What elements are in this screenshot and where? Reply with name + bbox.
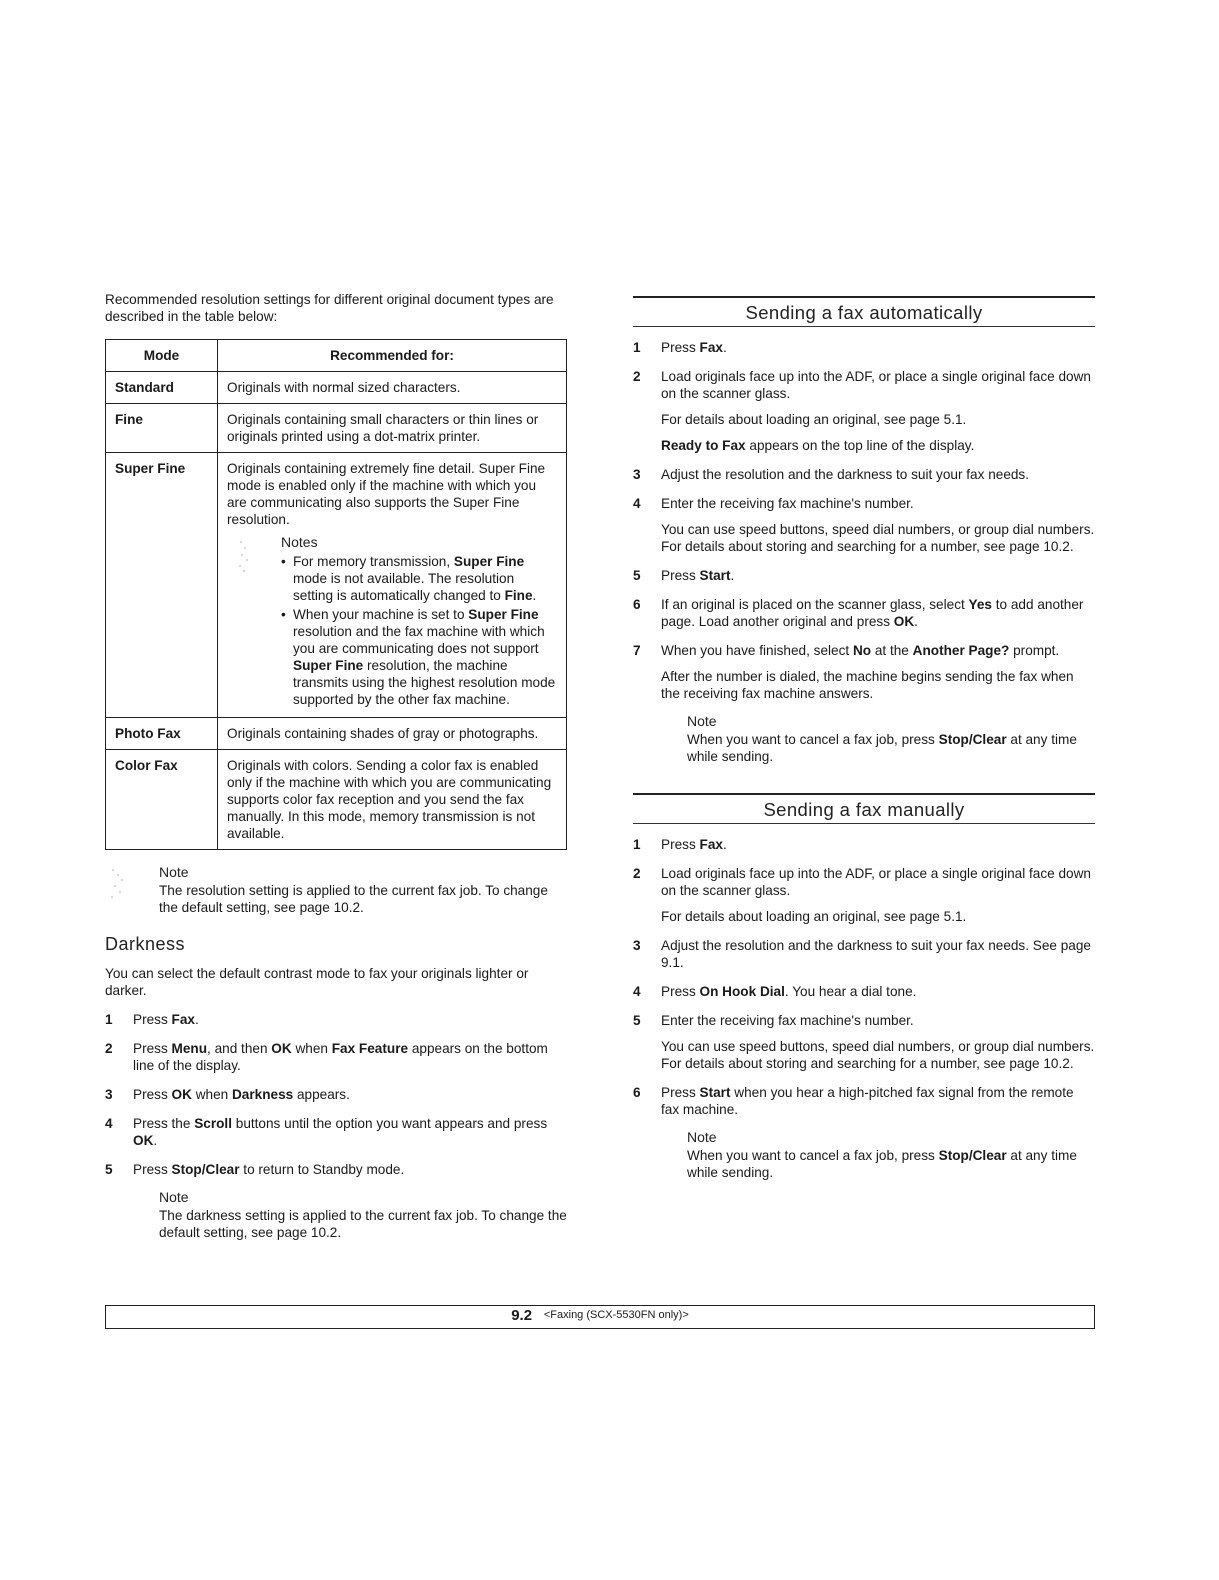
table-row (106, 750, 567, 850)
list-item: 1 Press Fax. (105, 1012, 199, 1027)
auto-heading: Sending a fax automatically (633, 296, 1095, 327)
notes-title: Notes (281, 534, 318, 550)
desc-cell: Originals containing shades of gray or photographs. (218, 718, 567, 750)
list-item: 4 Enter the receiving fax machine's number. You can use speed buttons, speed dial numbers, or group dial numbers. For details about storing and searching for a number, see page 10.2. (633, 496, 1095, 554)
note-text: When you want to cancel a fax job, press Stop/Clear at any time while sending. (687, 1148, 1077, 1180)
mode-cell: Fine (106, 404, 218, 453)
note-icon (237, 538, 253, 574)
list-item: • When your machine is set to Super Fine resolution and the fax machine with which you are communicating does not support Super Fine resolution, the machine transmits using the highest resolution mode supported by the other fax machine. (293, 606, 557, 708)
manual-steps (633, 836, 1095, 1181)
list-item: 5 Enter the receiving fax machine's number. You can use speed buttons, speed dial numbers, or group dial numbers. For details about storing and searching for a number, see page 10.2. (633, 1013, 1095, 1071)
list-item: 6 Press Start when you hear a high-pitched fax signal from the remote fax machine. Note When you want to cancel a fax job, press Stop/Clear at any time while sending. (633, 1084, 1095, 1181)
list-item: 4 Press the Scroll buttons until the option you want appears and press OK. (105, 1116, 548, 1148)
resolution-table (105, 339, 567, 850)
desc-cell: Originals containing small characters or thin lines or originals printed using a dot-matrix printer. (218, 404, 567, 453)
chapter-label: <Faxing (SCX-5530FN only)> (543, 1308, 689, 1321)
list-item: 1 Press Fax. (633, 837, 727, 852)
table-intro: Recommended resolution settings for different original document types are described in the table below: (105, 292, 554, 324)
note-text: The resolution setting is applied to the current fax job. To change the default setting, see page 10.2. (159, 883, 548, 915)
list-item: 5 Press Start. (633, 568, 735, 583)
list-item: 2 Press Menu, and then OK when Fax Feature appears on the bottom line of the display. (105, 1041, 548, 1073)
list-item: 3 Press OK when Darkness appears. (105, 1087, 350, 1102)
table-row (106, 453, 567, 718)
note-text: When you want to cancel a fax job, press Stop/Clear at any time while sending. (687, 732, 1077, 764)
mode-cell: Photo Fax (106, 718, 218, 750)
superfine-notes (227, 534, 557, 708)
darkness-steps (105, 1011, 567, 1241)
list-item: • For memory transmission, Super Fine mode is not available. The resolution setting is automatically changed to Fine. (293, 553, 557, 604)
list-item: 2 Load originals face up into the ADF, or place a single original face down on the scanner glass. For details about loading an original, see page 5.1. (633, 866, 1091, 924)
list-item: 2 Load originals face up into the ADF, or place a single original face down on the scanner glass. For details about loading an original, see page 5.1. Ready to Fax appears on the top line of the display. (633, 369, 1091, 453)
note-title: Note (159, 864, 189, 880)
darkness-intro: You can select the default contrast mode to fax your originals lighter or darker. (105, 966, 529, 998)
list-item: 5 Press Stop/Clear to return to Standby mode. Note The darkness setting is applied to the current fax job. To change the default setting, see page 10.2. (105, 1162, 567, 1240)
page-number: 9.2 (511, 1306, 533, 1324)
desc-cell: Originals with normal sized characters. (218, 372, 567, 404)
superfine-desc: Originals containing extremely fine detail. Super Fine mode is enabled only if the machine with which you are communicating also supports the Super Fine resolution. (227, 461, 546, 527)
table-row (106, 372, 567, 404)
list-item: 3 Adjust the resolution and the darkness to suit your fax needs. (633, 467, 1030, 482)
mode-cell: Color Fax (106, 750, 218, 850)
manual-note (661, 1129, 1095, 1181)
note-title: Note (159, 1189, 189, 1205)
header-mode: Mode (106, 340, 218, 372)
table-header-row (106, 340, 567, 372)
table-row (106, 718, 567, 750)
note-text: The darkness setting is applied to the current fax job. To change the default setting, see page 10.2. (159, 1208, 567, 1240)
page-footer (105, 1305, 1095, 1329)
note-title: Note (687, 1129, 717, 1145)
header-recommended: Recommended for: (218, 340, 567, 372)
auto-steps (633, 339, 1095, 765)
darkness-note (133, 1189, 567, 1241)
desc-cell (218, 453, 567, 718)
mode-cell: Standard (106, 372, 218, 404)
note-icon (109, 866, 125, 902)
list-item: 7 When you have finished, select No at the Another Page? prompt. After the number is dialed, the machine begins sending the fax when the receiving fax machine answers. Note When you want to cancel a fax job, press Stop/Clear at any time while sending. (633, 642, 1095, 765)
manual-heading: Sending a fax manually (633, 793, 1095, 824)
list-item: 3 Adjust the resolution and the darkness to suit your fax needs. See page 9.1. (633, 938, 1091, 970)
list-item: 1 Press Fax. (633, 340, 727, 355)
mode-cell: Super Fine (106, 453, 218, 718)
list-item: 4 Press On Hook Dial. You hear a dial tone. (633, 984, 917, 999)
desc-cell: Originals with colors. Sending a color fax is enabled only if the machine with which you are communicating supports color fax reception and you send the fax manually. In this mode, memory transmission is not available. (218, 750, 567, 850)
list-item: 6 If an original is placed on the scanner glass, select Yes to add another page. Load another original and press OK. (633, 597, 1084, 629)
left-column (105, 291, 567, 1253)
right-column (633, 291, 1095, 1193)
resolution-note (105, 864, 567, 916)
notes-list (281, 553, 557, 708)
table-row (106, 404, 567, 453)
note-title: Note (687, 713, 717, 729)
auto-note (661, 713, 1095, 765)
darkness-heading: Darkness (105, 934, 186, 954)
